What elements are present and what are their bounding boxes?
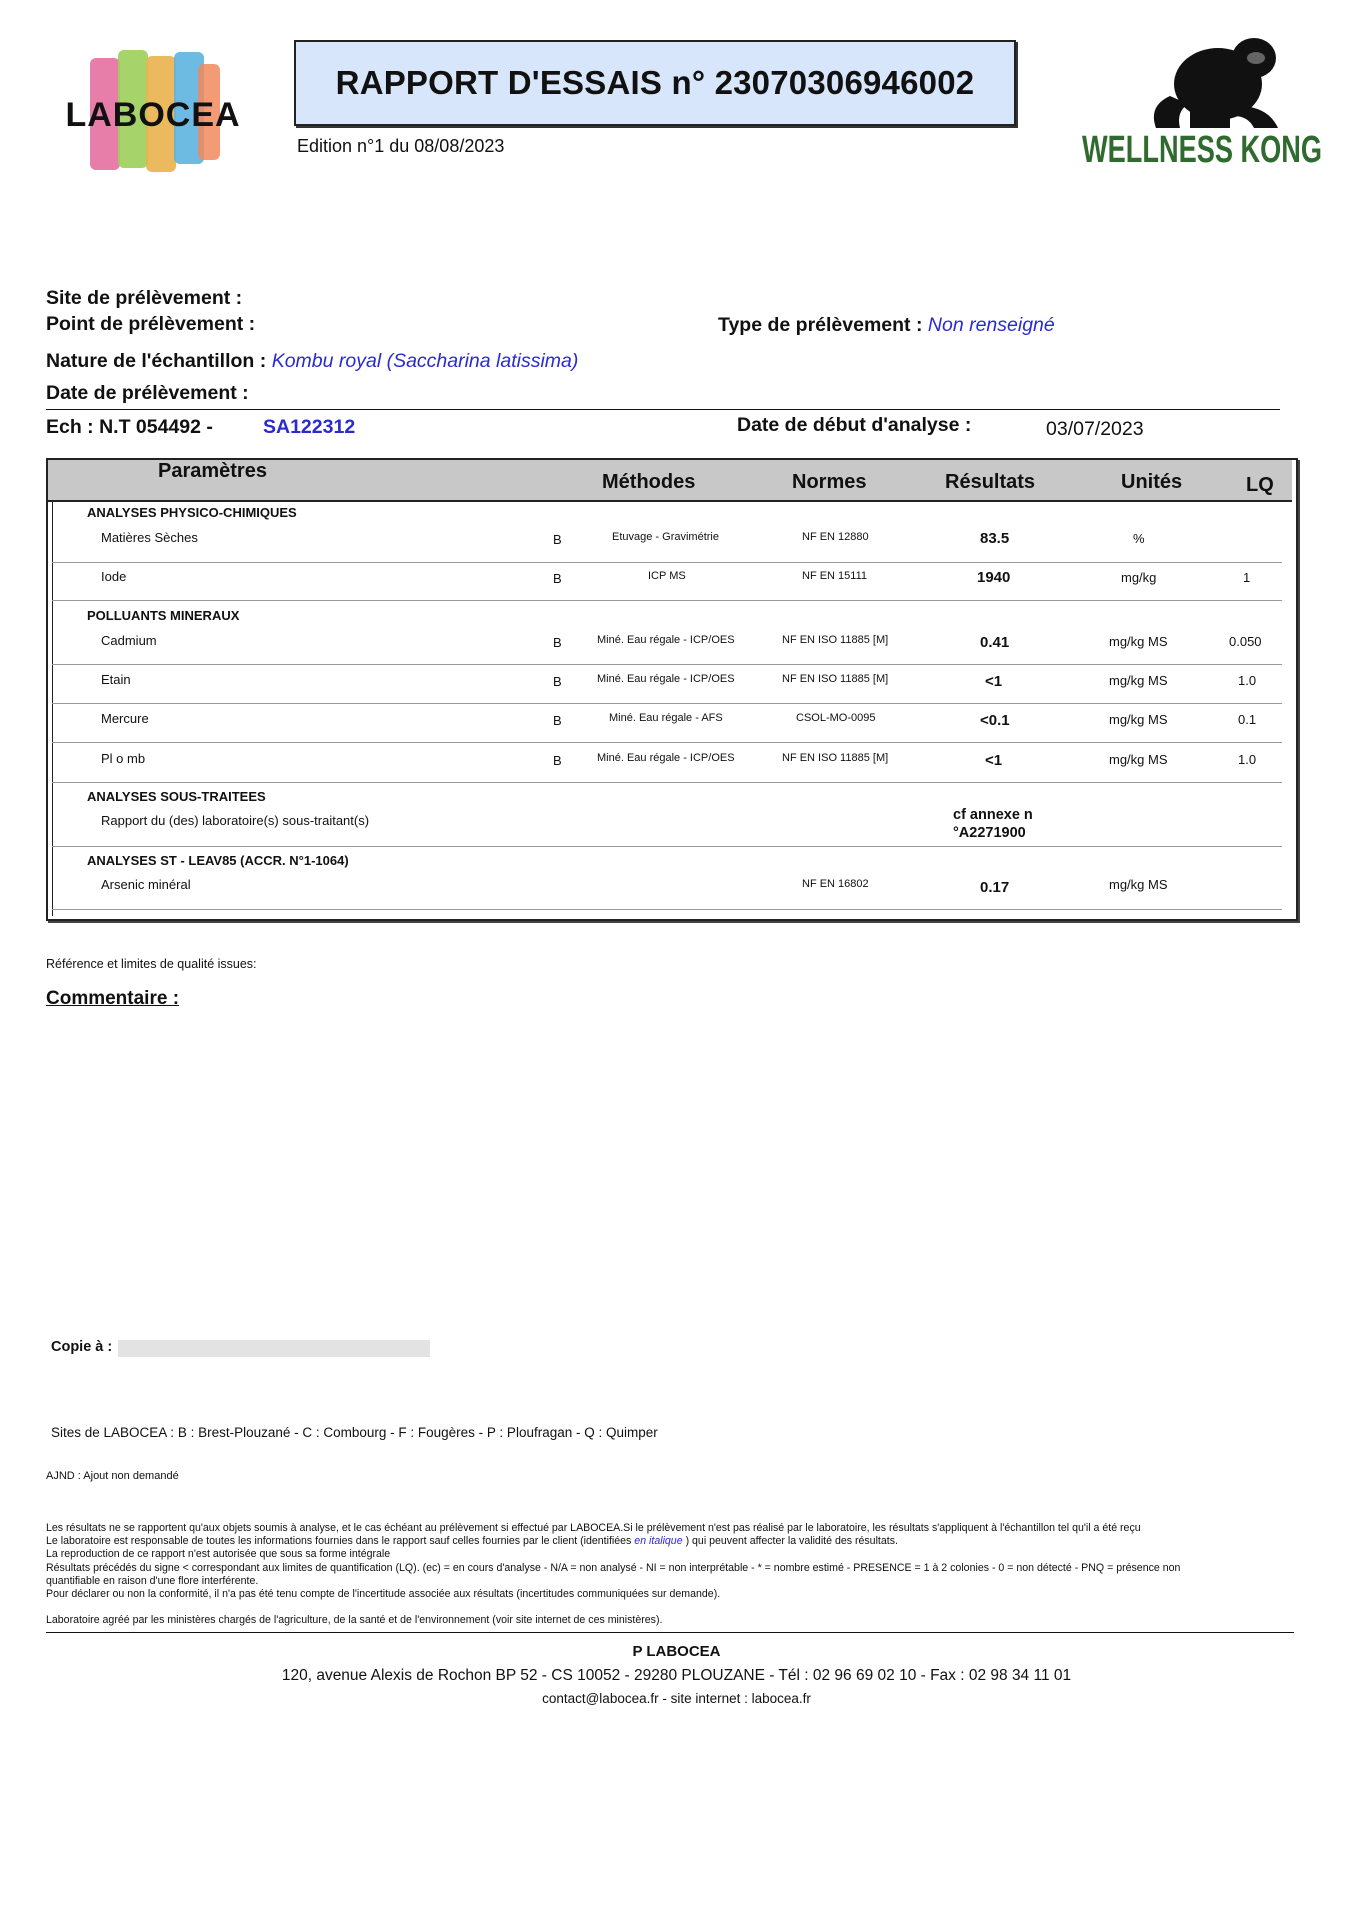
- svg-text:WELLNESS KONG: WELLNESS KONG: [1082, 129, 1322, 166]
- result-cell: <1: [985, 673, 1003, 690]
- method-cell: ICP MS: [648, 570, 686, 582]
- header-methodes: Méthodes: [602, 471, 696, 493]
- footer-contact: contact@labocea.fr - site internet : labocea.fr: [542, 1691, 811, 1706]
- param-cell: Pl o mb: [101, 751, 146, 766]
- result-cell: 83.5: [980, 530, 1010, 547]
- row-divider: [52, 600, 1282, 601]
- disclaimer-line: Résultats précédés du signe < correspondant aux limites de quantification (LQ). (ec) = en cours d'analyse - N/A = non analysé - NI = non interprétable - * = nombre estimé - PRESENCE = 1 à 2 colonies - 0 = non détecté - PNQ = présence non: [46, 1561, 1181, 1574]
- method-cell: Miné. Eau régale - ICP/OES: [597, 634, 735, 646]
- header-resultats: Résultats: [945, 471, 1036, 493]
- point-label: Point de prélèvement :: [46, 313, 256, 335]
- result-cell: 1940: [977, 569, 1011, 586]
- header-lq: LQ: [1246, 474, 1274, 496]
- disclaimer-italic-note: en italique: [634, 1535, 683, 1548]
- row-divider: [52, 782, 1282, 783]
- row-divider: [52, 664, 1282, 665]
- type-prelevement: [718, 314, 1055, 337]
- param-cell: Iode: [101, 569, 127, 584]
- norme-cell: NF EN 15111: [802, 570, 868, 582]
- disclaimer-text: ) qui peuvent affecter la validité des résultats.: [685, 1535, 898, 1548]
- nature-label: Nature de l'échantillon :: [46, 350, 267, 372]
- method-cell: Miné. Eau régale - ICP/OES: [597, 752, 735, 764]
- site-cell: B: [553, 713, 562, 728]
- disclaimer: [46, 1522, 1296, 1627]
- disclaimer-line: Les résultats ne se rapportent qu'aux objets soumis à analyse, et le cas échéant au prélèvement si effectué par LABOCEA.Si le prélèvement n'est pas réalisé par le laboratoire, les résultats s'appliquent à l'échantillon tel qu'il a été reçu: [46, 1522, 1141, 1534]
- row-divider: [52, 846, 1282, 847]
- edition-text: Edition n°1 du 08/08/2023: [297, 136, 505, 156]
- norme-cell: NF EN ISO 11885 [M]: [782, 673, 889, 685]
- param-cell: Arsenic minéral: [101, 877, 191, 892]
- type-value: Non renseigné: [927, 314, 1055, 336]
- row-divider: [52, 703, 1282, 704]
- norme-cell: CSOL-MO-0095: [796, 712, 876, 724]
- disclaimer-line: Laboratoire agréé par les ministères chargés de l'agriculture, de la santé et de l'environnement (voir site internet de ces ministères).: [46, 1614, 663, 1627]
- header-normes: Normes: [792, 471, 867, 493]
- lq-cell: 1: [1243, 570, 1251, 585]
- result-cell-line2: °A2271900: [953, 825, 1026, 841]
- footer-divider: [46, 1632, 1294, 1633]
- commentaire-label: Commentaire :: [46, 988, 180, 1009]
- divider-top: [46, 409, 1280, 410]
- nature-value: Kombu royal (Saccharina latissima): [271, 350, 579, 372]
- norme-cell: NF EN ISO 11885 [M]: [782, 752, 889, 764]
- lq-cell: 0.1: [1238, 712, 1257, 727]
- disclaimer-line: quantifiable en raison d'une flore interférente.: [46, 1574, 259, 1587]
- param-cell: Etain: [101, 672, 131, 687]
- disclaimer-line: Pour déclarer ou non la conformité, il n'a pas été tenu compte de l'incertitude associée aux résultats (incertitudes communiquées sur demande).: [46, 1588, 721, 1601]
- disclaimer-text: Le laboratoire est responsable de toutes les informations fournies dans le rapport sauf celles fournies par le client (identifiées: [46, 1535, 632, 1548]
- method-cell: Miné. Eau régale - ICP/OES: [597, 673, 735, 685]
- site-cell: B: [553, 571, 562, 586]
- site-cell: B: [553, 635, 562, 650]
- ech-label: Ech : N.T 054492 -: [46, 416, 213, 438]
- result-cell: 0.17: [980, 879, 1010, 896]
- debut-analyse-value: 03/07/2023: [1046, 418, 1144, 440]
- results-table-header: [48, 460, 1292, 502]
- header-unites: Unités: [1121, 471, 1183, 493]
- svg-text:LABOCEA: LABOCEA: [65, 96, 241, 134]
- row-divider: [52, 909, 1282, 910]
- method-cell: Etuvage - Gravimétrie: [612, 531, 719, 543]
- site-cell: B: [553, 532, 562, 547]
- param-cell: Mercure: [101, 711, 149, 726]
- reference-text: Référence et limites de qualité issues:: [46, 957, 257, 971]
- result-cell: 0.41: [980, 634, 1010, 651]
- unit-cell: mg/kg MS: [1109, 712, 1168, 727]
- wellness-kong-logo: [1078, 36, 1326, 166]
- unit-cell: mg/kg MS: [1109, 752, 1168, 767]
- section-title: POLLUANTS MINERAUX: [87, 608, 240, 623]
- sites-text: Sites de LABOCEA : B : Brest-Plouzané - C : Combourg - F : Fougères - P : Ploufragan - Q : Quimper: [51, 1425, 658, 1440]
- site-cell: B: [553, 674, 562, 689]
- norme-cell: NF EN ISO 11885 [M]: [782, 634, 889, 646]
- unit-cell: %: [1133, 531, 1145, 546]
- lq-cell: 0.050: [1229, 634, 1262, 649]
- method-cell: Miné. Eau régale - AFS: [609, 712, 723, 724]
- unit-cell: mg/kg: [1121, 570, 1157, 585]
- unit-cell: mg/kg MS: [1109, 634, 1168, 649]
- section-title: ANALYSES ST - LEAV85 (ACCR. N°1-1064): [87, 853, 349, 868]
- type-label: Type de prélèvement :: [718, 314, 923, 336]
- header-parametres: Paramètres: [158, 460, 267, 482]
- disclaimer-line: La reproduction de ce rapport n'est autorisée que sous sa forme intégrale: [46, 1548, 391, 1561]
- date-prelevement-label: Date de prélèvement :: [46, 382, 249, 404]
- footer-address: 120, avenue Alexis de Rochon BP 52 - CS 10052 - 29280 PLOUZANE - Tél : 02 96 69 02 10 - Fax : 02 98 34 11 01: [281, 1667, 1072, 1684]
- result-cell: <0.1: [980, 712, 1010, 729]
- site-label: Site de prélèvement :: [46, 287, 243, 309]
- report-title-box: [294, 40, 1016, 126]
- result-cell: <1: [985, 752, 1003, 769]
- table-left-rule: [52, 502, 53, 916]
- unit-cell: mg/kg MS: [1109, 673, 1168, 688]
- copie-field: [118, 1340, 430, 1357]
- debut-analyse-label: Date de début d'analyse :: [737, 414, 972, 436]
- footer-company: P LABOCEA: [632, 1643, 721, 1660]
- norme-cell: NF EN 16802: [802, 878, 869, 890]
- section-title: ANALYSES PHYSICO-CHIMIQUES: [87, 505, 297, 520]
- param-cell: Cadmium: [101, 633, 157, 648]
- results-table: [46, 458, 1298, 921]
- ech-value: SA122312: [263, 416, 356, 438]
- disclaimer-line: [46, 1535, 1296, 1548]
- unit-cell: mg/kg MS: [1109, 877, 1168, 892]
- labocea-logo: [48, 48, 258, 178]
- ajnd-text: AJND : Ajout non demandé: [46, 1470, 179, 1482]
- param-cell: Matières Sèches: [101, 530, 198, 545]
- row-divider: [52, 742, 1282, 743]
- result-cell-line1: cf annexe n: [953, 807, 1033, 823]
- lq-cell: 1.0: [1238, 752, 1257, 767]
- param-cell: Rapport du (des) laboratoire(s) sous-traitant(s): [101, 813, 370, 828]
- row-divider: [52, 562, 1282, 563]
- report-title: RAPPORT D'ESSAIS n° 23070306946002: [335, 64, 975, 101]
- section-title: ANALYSES SOUS-TRAITEES: [87, 789, 266, 804]
- site-cell: B: [553, 753, 562, 768]
- copie-label: Copie à :: [51, 1339, 113, 1355]
- norme-cell: NF EN 12880: [802, 531, 869, 543]
- lq-cell: 1.0: [1238, 673, 1257, 688]
- nature-echantillon: [46, 350, 578, 373]
